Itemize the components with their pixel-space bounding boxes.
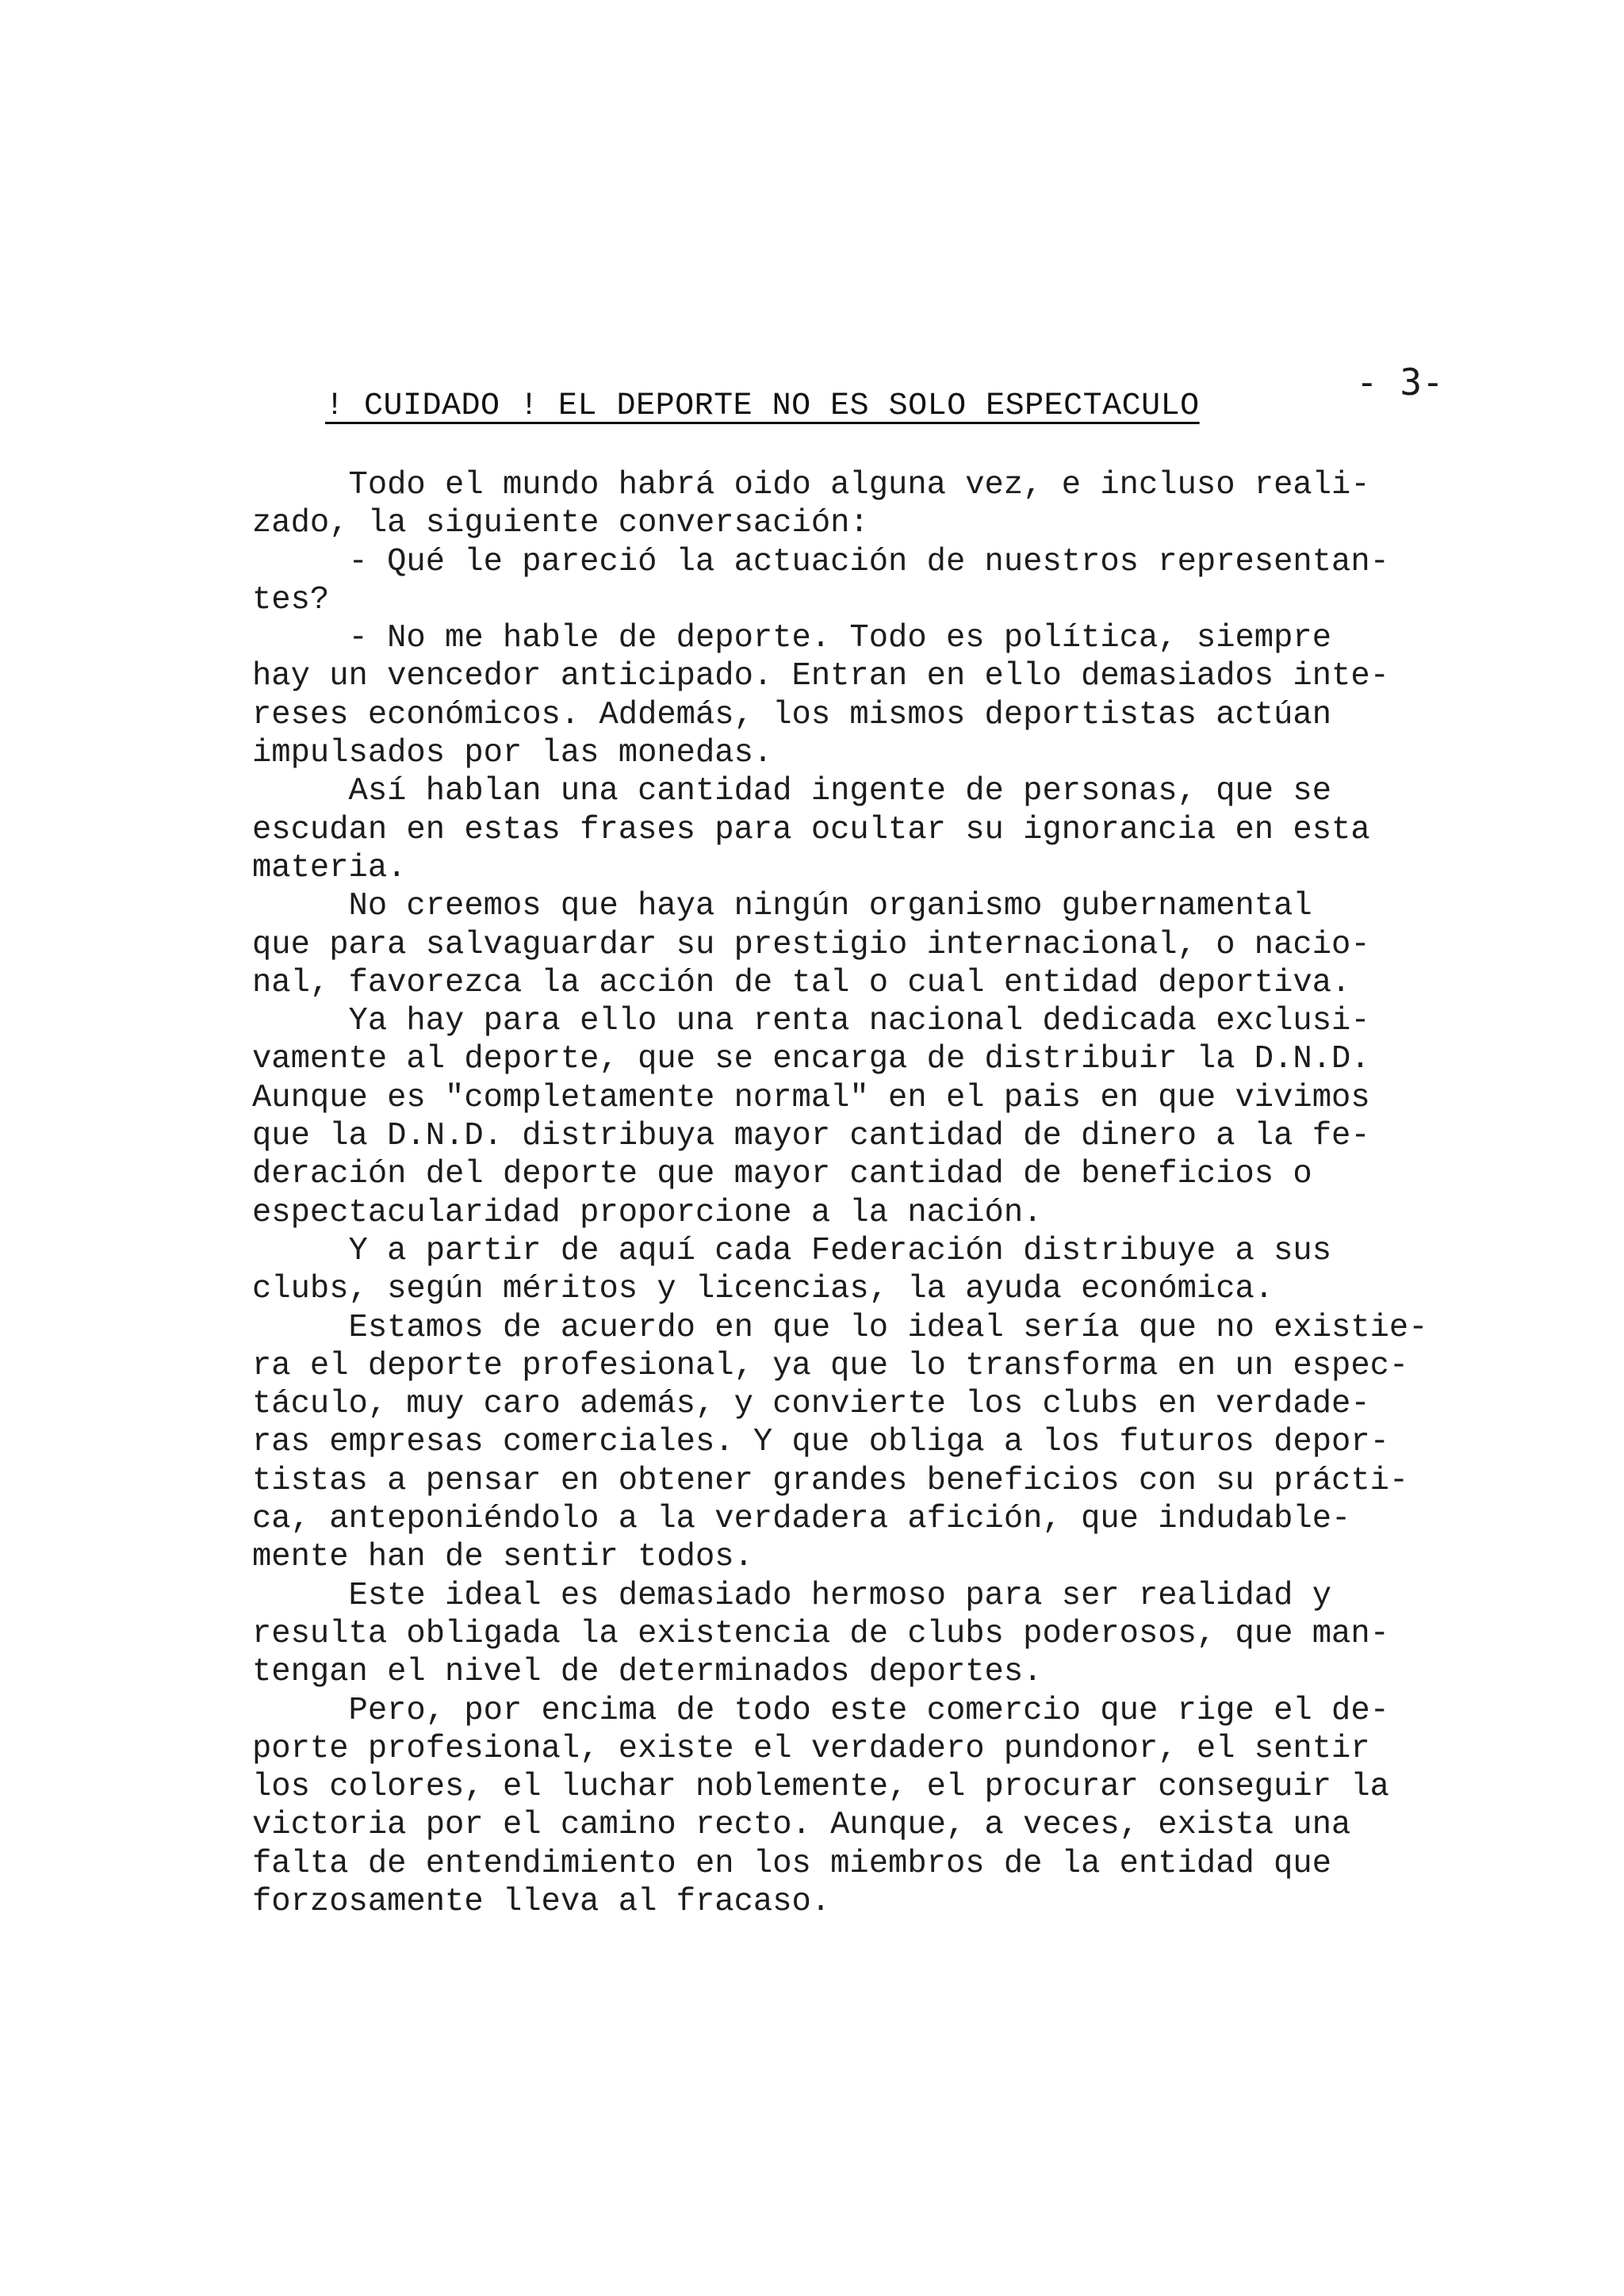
page-number: - 3- [1356, 361, 1444, 404]
text-line: Todo el mundo habrá oido alguna vez, e incluso reali- [252, 467, 1370, 503]
text-line: hay un vencedor anticipado. Entran en ello demasiados inte- [252, 658, 1389, 695]
text-line: que la D.N.D. distribuya mayor cantidad de dinero a la fe- [252, 1118, 1370, 1155]
text-line: tengan el nivel de determinados deportes. [252, 1654, 1043, 1691]
text-line: Y a partir de aquí cada Federación distribuye a sus [252, 1232, 1332, 1269]
text-line: Ya hay para ello una renta nacional dedicada exclusi- [252, 1003, 1370, 1040]
article-title: ! CUIDADO ! EL DEPORTE NO ES SOLO ESPECTACULO [325, 388, 1200, 424]
text-line: No creemos que haya ningún organismo gubernamental [252, 888, 1312, 925]
text-line: reses económicos. Addemás, los mismos deportistas actúan [252, 696, 1332, 733]
text-line: clubs, según méritos y licencias, la ayuda económica. [252, 1271, 1274, 1308]
text-line: - No me hable de deporte. Todo es política, siempre [252, 620, 1332, 657]
text-line: táculo, muy caro además, y convierte los clubs en verdade- [252, 1386, 1370, 1423]
text-line: los colores, el luchar noblemente, el procurar conseguir la [252, 1769, 1389, 1806]
text-line: resulta obligada la existencia de clubs poderosos, que man- [252, 1615, 1389, 1652]
text-line: tes? [252, 581, 330, 618]
text-line: materia. [252, 849, 407, 886]
text-line: mente han de sentir todos. [252, 1539, 753, 1576]
text-line: falta de entendimiento en los miembros de la entidad que [252, 1845, 1332, 1882]
text-line: vamente al deporte, que se encarga de distribuir la D.N.D. [252, 1041, 1370, 1078]
text-line: que para salvaguardar su prestigio internacional, o nacio- [252, 926, 1370, 963]
text-line: nal, favorezca la acción de tal o cual entidad deportiva. [252, 964, 1351, 1001]
text-line: deración del deporte que mayor cantidad de beneficios o [252, 1156, 1312, 1193]
text-line: Pero, por encima de todo este comercio que rige el de- [252, 1692, 1389, 1729]
text-line: porte profesional, existe el verdadero pundonor, el sentir [252, 1730, 1370, 1767]
text-line: Este ideal es demasiado hermoso para ser realidad y [252, 1577, 1332, 1614]
article-body [252, 466, 1457, 1921]
text-line: forzosamente lleva al fracaso. [252, 1883, 831, 1920]
text-line: - Qué le pareció la actuación de nuestros representan- [252, 543, 1389, 580]
text-line: escudan en estas frases para ocultar su ignorancia en esta [252, 811, 1370, 848]
text-line: ra el deporte profesional, ya que lo transforma en un espec- [252, 1347, 1409, 1384]
text-line: Así hablan una cantidad ingente de personas, que se [252, 773, 1332, 810]
text-line: Aunque es "completamente normal" en el pais en que vivimos [252, 1079, 1370, 1116]
text-line: victoria por el camino recto. Aunque, a veces, exista una [252, 1807, 1351, 1844]
text-line: ras empresas comerciales. Y que obliga a los futuros depor- [252, 1424, 1389, 1461]
text-line: impulsados por las monedas. [252, 735, 773, 772]
text-line: zado, la siguiente conversación: [252, 505, 869, 542]
text-line: ca, anteponiéndolo a la verdadera afición, que indudable- [252, 1501, 1351, 1538]
text-line: Estamos de acuerdo en que lo ideal sería que no existie- [252, 1309, 1428, 1346]
text-line: tistas a pensar en obtener grandes beneficios con su prácti- [252, 1462, 1409, 1499]
text-line: espectacularidad proporcione a la nación. [252, 1194, 1043, 1231]
